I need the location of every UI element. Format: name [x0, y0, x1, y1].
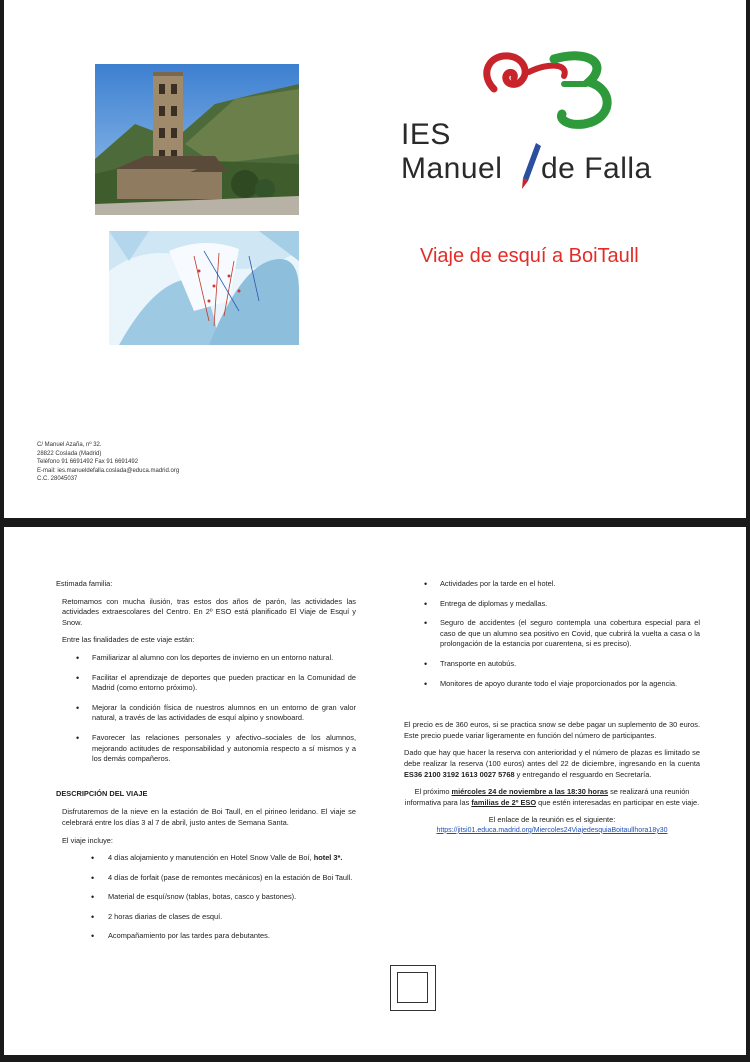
booking-paragraph [404, 748, 700, 780]
aims-intro: Entre las finalidades de este viaje están: [62, 635, 195, 645]
logo-ies-text: IES [401, 118, 451, 151]
logo-name-text-2: de Falla [541, 152, 652, 185]
right-column [404, 579, 700, 844]
meeting-paragraph [404, 787, 700, 808]
includes-list-continued [404, 579, 700, 689]
list-item: • Mejorar la condición física de nuestros alumnos en un entorno de gran valor natural, a través de las actividades de esquí alpino y snowboard. [56, 703, 356, 724]
trip-title: Viaje de esquí a BoiTaull [420, 245, 639, 267]
greeting: Estimada familia: [56, 579, 113, 588]
list-item: • Monitores de apoyo durante todo el viaje proporcionados por la agencia. [404, 679, 700, 690]
list-item: • Seguro de accidentes (el seguro contempla una cobertura especial para el caso de que un alumno sea positivo en Covid, que cubrirá la vuelta a casa o la prolongación de la estancia por cuarentena, si es preciso). [404, 618, 700, 650]
list-item: • Facilitar el aprendizaje de deportes que pueden practicar en la Comunidad de Madrid (como entorno próximo). [56, 673, 356, 694]
church-photo [95, 64, 299, 215]
ski-map-image [109, 231, 299, 345]
cover-page [4, 0, 746, 518]
address-line: 28822 Coslada (Madrid) [37, 450, 102, 457]
address-line: C/ Manuel Azaña, nº 32. [37, 442, 102, 448]
list-item [56, 892, 356, 903]
address-line: Teléfono 91 6691492 Fax 91 6691492 [37, 459, 139, 465]
address-line: C.C. 28045037 [37, 476, 78, 482]
includes-intro: El viaje incluye: [62, 835, 113, 845]
booking-text: Dado que hay que hacer la reserva con anterioridad y el número de plazas es limitado se debe realizar la reserva (100 euros) antes del 22 de diciembre, ingresando en la cuenta [404, 748, 700, 768]
meeting-link-line [404, 826, 700, 837]
meeting-date: miércoles 24 de noviembre a las 18:30 horas [451, 787, 609, 797]
list-item: • Entrega de diplomas y medallas. [404, 599, 700, 610]
description-heading: DESCRIPCIÓN DEL VIAJE [56, 788, 148, 798]
list-item: • Familiarizar al alumno con los deportes de invierno en un entorno natural. [56, 653, 356, 664]
qr-code-placeholder [390, 965, 436, 1011]
description-paragraph: Disfrutaremos de la nieve en la estación de Boi Taull, en el pirineo leridano. El viaje se celebrará entre los días 3 al 7 de abril, justo antes de Semana Santa. [62, 807, 356, 827]
link-intro: El enlace de la reunión es el siguiente: [488, 815, 616, 825]
booking-text-2: y entregando el resguardo en Secretaría. [514, 769, 652, 779]
list-item: • Actividades por la tarde en el hotel. [404, 579, 700, 590]
school-address [37, 441, 179, 484]
school-logo-icon [474, 44, 619, 164]
price-paragraph: El precio es de 360 euros, si se practica snow se debe pagar un suplemento de 30 euros. Este precio puede variar ligeramente en función del número de participantes. [404, 720, 700, 740]
bank-account: ES36 2100 3192 1613 0027 5768 [404, 769, 515, 779]
meeting-text: El próximo [414, 787, 452, 797]
intro-paragraph: Retomamos con mucha ilusión, tras estos dos años de parón, las actividades las actividades extraescolares del Centro. En 2º ESO está planificado El Viaje de Esquí y Snow. [62, 596, 356, 627]
letter-page [4, 527, 746, 1055]
qr-inner-square [397, 972, 428, 1003]
item-bold: hotel 3*. [313, 853, 343, 863]
pen-icon [520, 143, 542, 189]
meeting-text-3: que estén interesadas en participar en este viaje. [536, 797, 700, 807]
meeting-families: familias de 2º ESO [471, 797, 537, 807]
meeting-text-2: se realizará una reunión informativa para las [404, 787, 690, 807]
list-item [56, 931, 356, 942]
list-item: • Favorecer las relaciones personales y afectivo–sociales de los alumnos, mejorando actitudes de responsabilidad y autonomía respecto a sí mismos y a los demás compañeros. [56, 733, 356, 765]
item-text: Acompañamiento por las tardes para debutantes. [108, 931, 270, 941]
item-text: Material de esquí/snow (tablas, botas, casco y bastones). [108, 892, 297, 902]
item-text: 4 días alojamiento y manutención en Hotel Snow Valle de Boí, [108, 853, 314, 863]
list-item [56, 873, 356, 884]
address-line: E-mail: ies.manueldefalla.coslada@educa.madrid.org [37, 467, 180, 474]
list-item [56, 912, 356, 923]
logo-name-text: Manuel [401, 152, 503, 185]
item-text: 4 días de forfait (pase de remontes mecánicos) en la estación de Boi Taull. [108, 872, 353, 882]
meeting-link[interactable]: https://jitsi01.educa.madrid.org/Miercoles24ViajedesquiaBoitaullhora18y30 [436, 826, 668, 834]
aims-list [56, 653, 356, 765]
list-item: • Transporte en autobús. [404, 659, 700, 670]
list-item [56, 853, 356, 864]
includes-list [56, 853, 356, 942]
left-column [56, 579, 356, 951]
item-text: 2 horas diarias de clases de esquí. [108, 911, 223, 921]
